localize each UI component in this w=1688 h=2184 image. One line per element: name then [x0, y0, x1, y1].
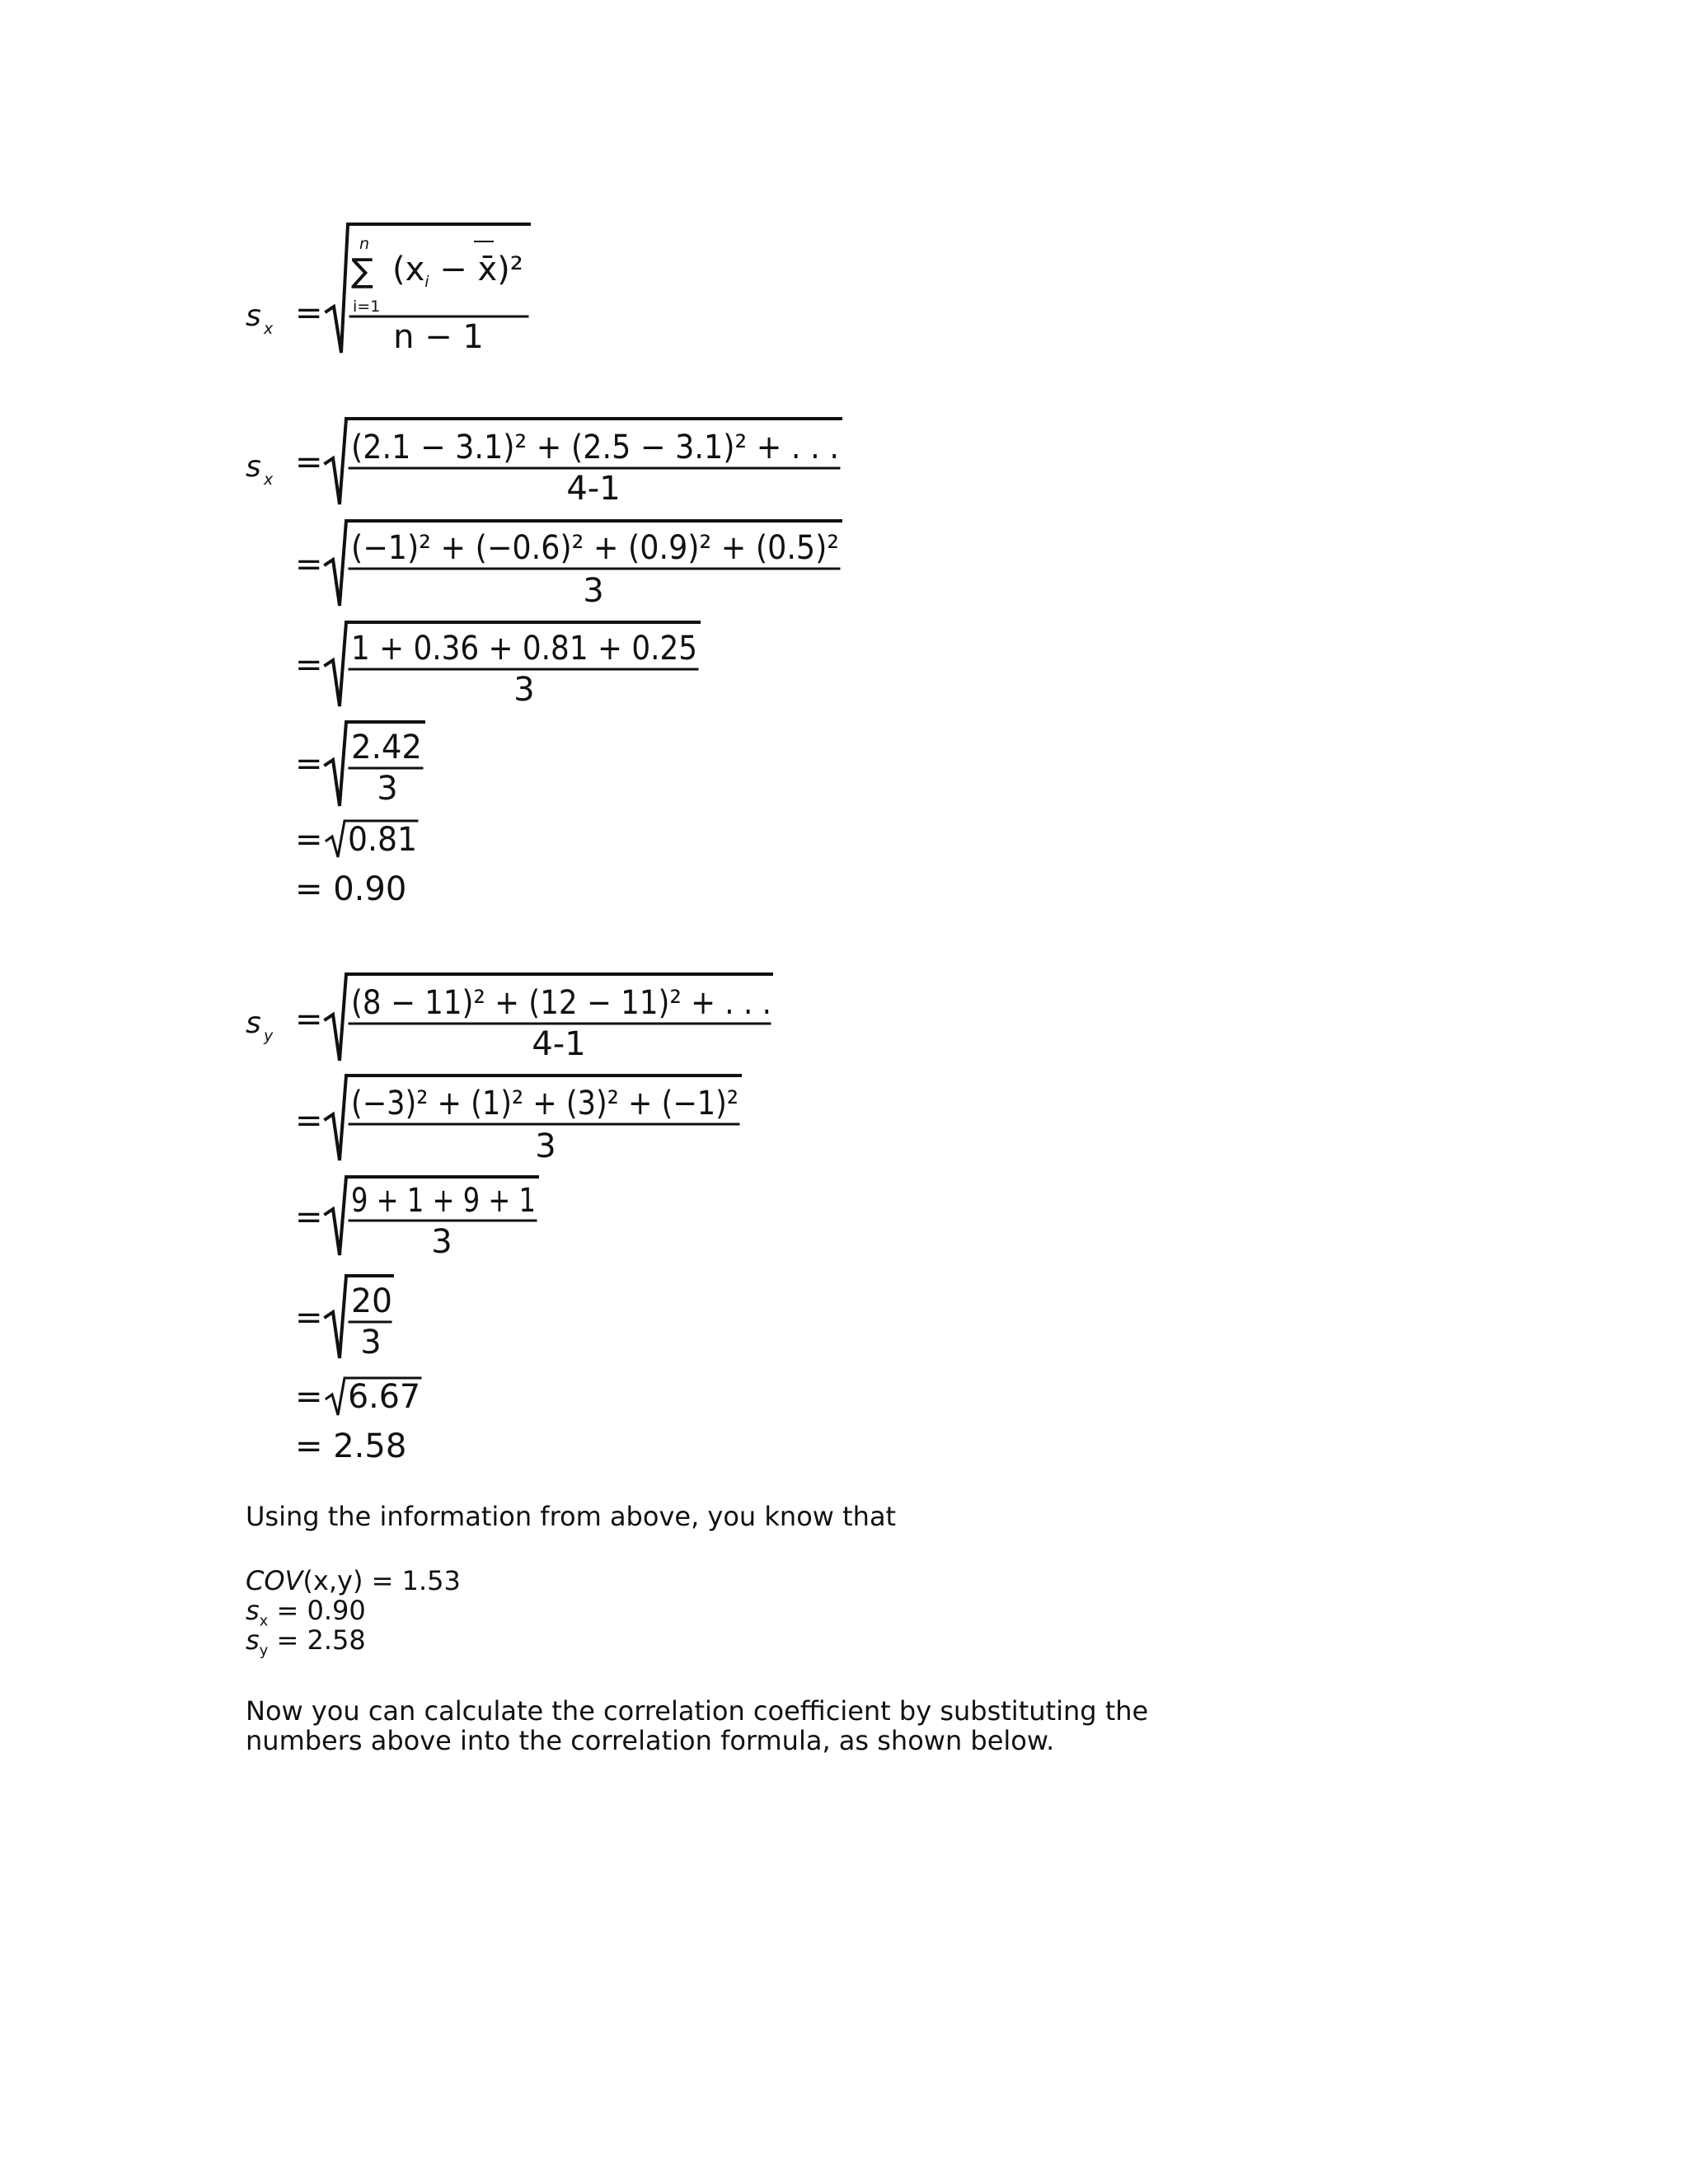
sy-step1-numerator: (8 − 11)² + (12 − 11)² + . . . [351, 984, 771, 1022]
sx-step3-denominator: 3 [513, 671, 535, 709]
sy-equals-2: = [295, 1102, 323, 1140]
sy-lhs-sub: y [264, 1027, 274, 1045]
sx-step1-numerator: (2.1 − 3.1)² + (2.5 − 3.1)² + . . . [351, 429, 839, 466]
sy-step4-denominator: 3 [360, 1324, 382, 1361]
sy-var: s [246, 1624, 260, 1656]
sy-result: = 2.58 [295, 1427, 407, 1465]
sx-step4-numerator: 2.42 [351, 729, 422, 766]
intro-paragraph [246, 1502, 1317, 1531]
sy-step3-numerator: 9 + 1 + 9 + 1 [351, 1182, 536, 1220]
cov-args: (x,y) [302, 1565, 363, 1596]
sx-equals-1: = [295, 443, 323, 481]
conclusion-text: Now you can calculate the correlation coefficient by substituting the numbers above into the correlation formula, as shown below. [246, 1695, 1149, 1756]
conclusion-paragraph [246, 1696, 1235, 1755]
sx-equals-4: = [295, 745, 323, 783]
sx-step3-numerator: 1 + 0.36 + 0.81 + 0.25 [351, 630, 697, 668]
sx-equals-3: = [295, 646, 323, 684]
sx-sub: x [259, 1612, 269, 1630]
sx-value: = 0.90 [268, 1595, 366, 1626]
standard-deviation-derivation [231, 206, 874, 1483]
sy-sub: y [259, 1642, 269, 1660]
sy-step2-denominator: 3 [535, 1127, 556, 1165]
sy-line [246, 1624, 987, 1660]
summary-values [246, 1565, 987, 1660]
sy-lhs-var: s [246, 1006, 261, 1040]
sx-step2-denominator: 3 [583, 572, 604, 610]
sum-upper-limit: n [359, 235, 370, 253]
general-numerator [392, 251, 523, 291]
sy-equals-4: = [295, 1299, 323, 1337]
cov-value: = 1.53 [363, 1565, 461, 1596]
sum-lower-limit: i=1 [353, 298, 381, 316]
sy-step5-radicand: 6.67 [348, 1378, 420, 1416]
sy-equals-5: = [295, 1378, 323, 1416]
sigma-icon: ∑ [351, 252, 373, 290]
sx-var: s [246, 1595, 260, 1626]
general-equals: = [295, 294, 323, 332]
sy-equals-1: = [295, 1001, 323, 1038]
sx-step4-denominator: 3 [377, 770, 398, 808]
sx-lhs-var: s [246, 450, 261, 484]
sy-value: = 2.58 [268, 1624, 366, 1656]
sx-line [246, 1595, 987, 1630]
sx-equals-5: = [295, 821, 323, 859]
general-denominator: n − 1 [393, 318, 484, 356]
sy-step4-numerator: 20 [351, 1282, 392, 1320]
numerator-rest: − x̄)² [429, 251, 523, 288]
sy-step3-denominator: 3 [431, 1223, 452, 1261]
sy-equals-3: = [295, 1198, 323, 1236]
sx-equals-2: = [295, 546, 323, 583]
general-lhs-var: s [246, 299, 261, 333]
numerator-sub: i [424, 273, 429, 291]
sy-step1-denominator: 4-1 [532, 1025, 586, 1063]
sx-step5-radicand: 0.81 [348, 821, 417, 859]
sy-step2-numerator: (−3)² + (1)² + (3)² + (−1)² [351, 1085, 738, 1122]
sx-result: = 0.90 [295, 870, 407, 908]
numerator-open: (x [392, 251, 425, 288]
intro-text: Using the information from above, you know that [246, 1501, 897, 1532]
cov-label: COV [246, 1565, 303, 1596]
sx-step1-denominator: 4-1 [566, 470, 621, 508]
general-lhs-sub: x [264, 320, 274, 338]
covariance-line [246, 1566, 987, 1596]
sx-lhs-sub: x [264, 471, 274, 489]
sx-step2-numerator: (−1)² + (−0.6)² + (0.9)² + (0.5)² [351, 529, 839, 567]
